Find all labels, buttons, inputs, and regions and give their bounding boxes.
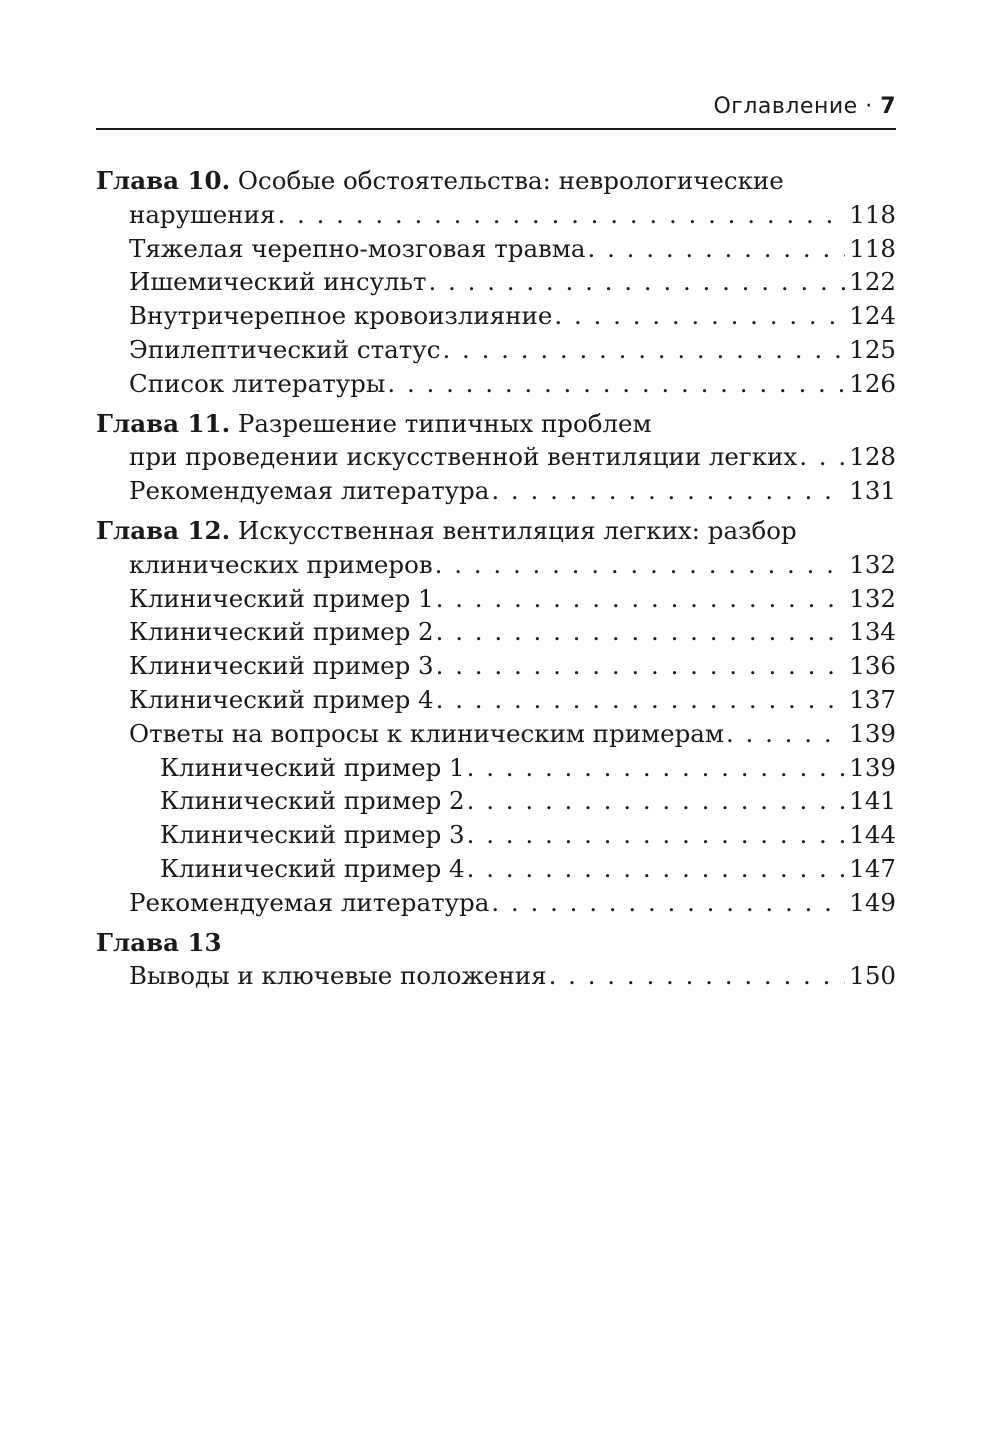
chapter-title-cont: Выводы и ключевые положения xyxy=(129,961,547,991)
chapter-title: Особые обстоятельства: неврологические xyxy=(237,166,784,195)
chapter-title-cont: при проведении искусственной вентиляции легких xyxy=(129,442,798,472)
chapter-title: Искусственная вентиляция легких: разбор xyxy=(237,515,797,545)
page-ref: 136 xyxy=(849,651,896,681)
chapter-heading[interactable] xyxy=(96,407,896,441)
page-ref: 139 xyxy=(849,752,896,782)
page-ref: 118 xyxy=(849,233,896,263)
entry-text: Клинический пример 1 xyxy=(160,752,465,782)
leader-dots xyxy=(554,299,845,333)
toc-entry[interactable] xyxy=(96,198,896,232)
toc-entry[interactable] xyxy=(96,959,896,993)
entry-text: Ишемический инсульт xyxy=(129,267,427,297)
toc-entry[interactable] xyxy=(96,333,896,367)
leader-dots xyxy=(588,232,846,266)
page-ref: 134 xyxy=(849,617,896,647)
entry-text: Внутричерепное кровоизлияние xyxy=(129,301,553,331)
chapter-title: Разрешение типичных проблем xyxy=(237,408,652,438)
toc-subentry[interactable] xyxy=(96,852,896,886)
page-ref: 118 xyxy=(849,199,896,229)
page-ref: 131 xyxy=(849,476,896,506)
toc-entry[interactable] xyxy=(96,886,896,920)
chapter-10 xyxy=(96,164,896,401)
page-ref: 149 xyxy=(849,887,896,917)
page-ref: 124 xyxy=(849,301,896,331)
toc-entry[interactable] xyxy=(96,299,896,333)
leader-dots xyxy=(442,333,845,367)
toc-subentry[interactable] xyxy=(96,751,896,785)
page-ref: 144 xyxy=(849,820,896,850)
toc-subentry[interactable] xyxy=(96,784,896,818)
page-number: 7 xyxy=(880,94,896,119)
entry-text: Рекомендуемая литература xyxy=(129,476,490,506)
page-ref: 139 xyxy=(849,718,896,748)
toc-entry[interactable] xyxy=(96,440,896,474)
chapter-label: Глава 12. xyxy=(96,515,231,545)
page-ref: 150 xyxy=(849,961,896,991)
leader-dots xyxy=(467,852,846,886)
entry-text: Ответы на вопросы к клиническим примерам xyxy=(129,718,724,748)
toc-entry[interactable] xyxy=(96,265,896,299)
leader-dots xyxy=(428,265,845,299)
leader-dots xyxy=(467,818,846,852)
chapter-heading[interactable] xyxy=(96,926,896,960)
entry-text: Клинический пример 3 xyxy=(160,820,465,850)
chapter-label: Глава 13 xyxy=(96,927,222,957)
page-ref: 147 xyxy=(849,853,896,883)
page-ref: 132 xyxy=(849,583,896,613)
leader-dots xyxy=(467,751,846,785)
page-ref: 122 xyxy=(849,267,896,297)
toc-entry[interactable] xyxy=(96,232,896,266)
leader-dots xyxy=(435,548,846,582)
leader-dots xyxy=(436,649,846,683)
chapter-label: Глава 10. xyxy=(96,166,231,195)
entry-text: Клинический пример 3 xyxy=(129,651,434,681)
leader-dots xyxy=(436,582,846,616)
page-ref: 141 xyxy=(849,786,896,816)
toc-entry[interactable] xyxy=(96,582,896,616)
entry-text: Клинический пример 2 xyxy=(129,617,434,647)
toc-entry[interactable] xyxy=(96,474,896,508)
toc-subentry[interactable] xyxy=(96,818,896,852)
chapter-title-cont: нарушения xyxy=(129,199,276,229)
chapter-heading[interactable] xyxy=(96,164,896,198)
leader-dots xyxy=(387,367,845,401)
entry-text: Эпилептический статус xyxy=(129,334,441,364)
running-head xyxy=(96,94,896,119)
page-ref: 132 xyxy=(849,549,896,579)
leader-dots xyxy=(726,717,845,751)
leader-dots xyxy=(491,474,845,508)
table-of-contents xyxy=(96,164,896,999)
chapter-title-cont: клинических примеров xyxy=(129,549,433,579)
toc-entry[interactable] xyxy=(96,367,896,401)
running-head-separator: · xyxy=(865,94,873,119)
page-ref: 126 xyxy=(849,368,896,398)
chapter-13 xyxy=(96,926,896,994)
page-ref: 125 xyxy=(849,334,896,364)
toc-entry[interactable] xyxy=(96,649,896,683)
entry-text: Клинический пример 1 xyxy=(129,583,434,613)
entry-text: Тяжелая черепно-мозговая травма xyxy=(129,233,586,263)
entry-text: Клинический пример 2 xyxy=(160,786,465,816)
page-ref: 128 xyxy=(849,442,896,472)
header-rule xyxy=(96,128,896,130)
entry-text: Рекомендуемая литература xyxy=(129,887,490,917)
leader-dots xyxy=(491,886,845,920)
chapter-heading[interactable] xyxy=(96,514,896,548)
leader-dots xyxy=(436,615,846,649)
running-head-title: Оглавление xyxy=(713,94,858,119)
chapter-11 xyxy=(96,407,896,508)
leader-dots xyxy=(549,959,846,993)
chapter-12 xyxy=(96,514,896,920)
leader-dots xyxy=(799,440,845,474)
page-ref: 137 xyxy=(849,684,896,714)
entry-text: Клинический пример 4 xyxy=(160,853,465,883)
toc-entry[interactable] xyxy=(96,548,896,582)
toc-entry[interactable] xyxy=(96,615,896,649)
entry-text: Клинический пример 4 xyxy=(129,684,434,714)
toc-entry[interactable] xyxy=(96,683,896,717)
entry-text: Список литературы xyxy=(129,368,386,398)
leader-dots xyxy=(277,198,845,232)
leader-dots xyxy=(436,683,846,717)
toc-entry[interactable] xyxy=(96,717,896,751)
chapter-label: Глава 11. xyxy=(96,408,231,438)
leader-dots xyxy=(467,784,846,818)
